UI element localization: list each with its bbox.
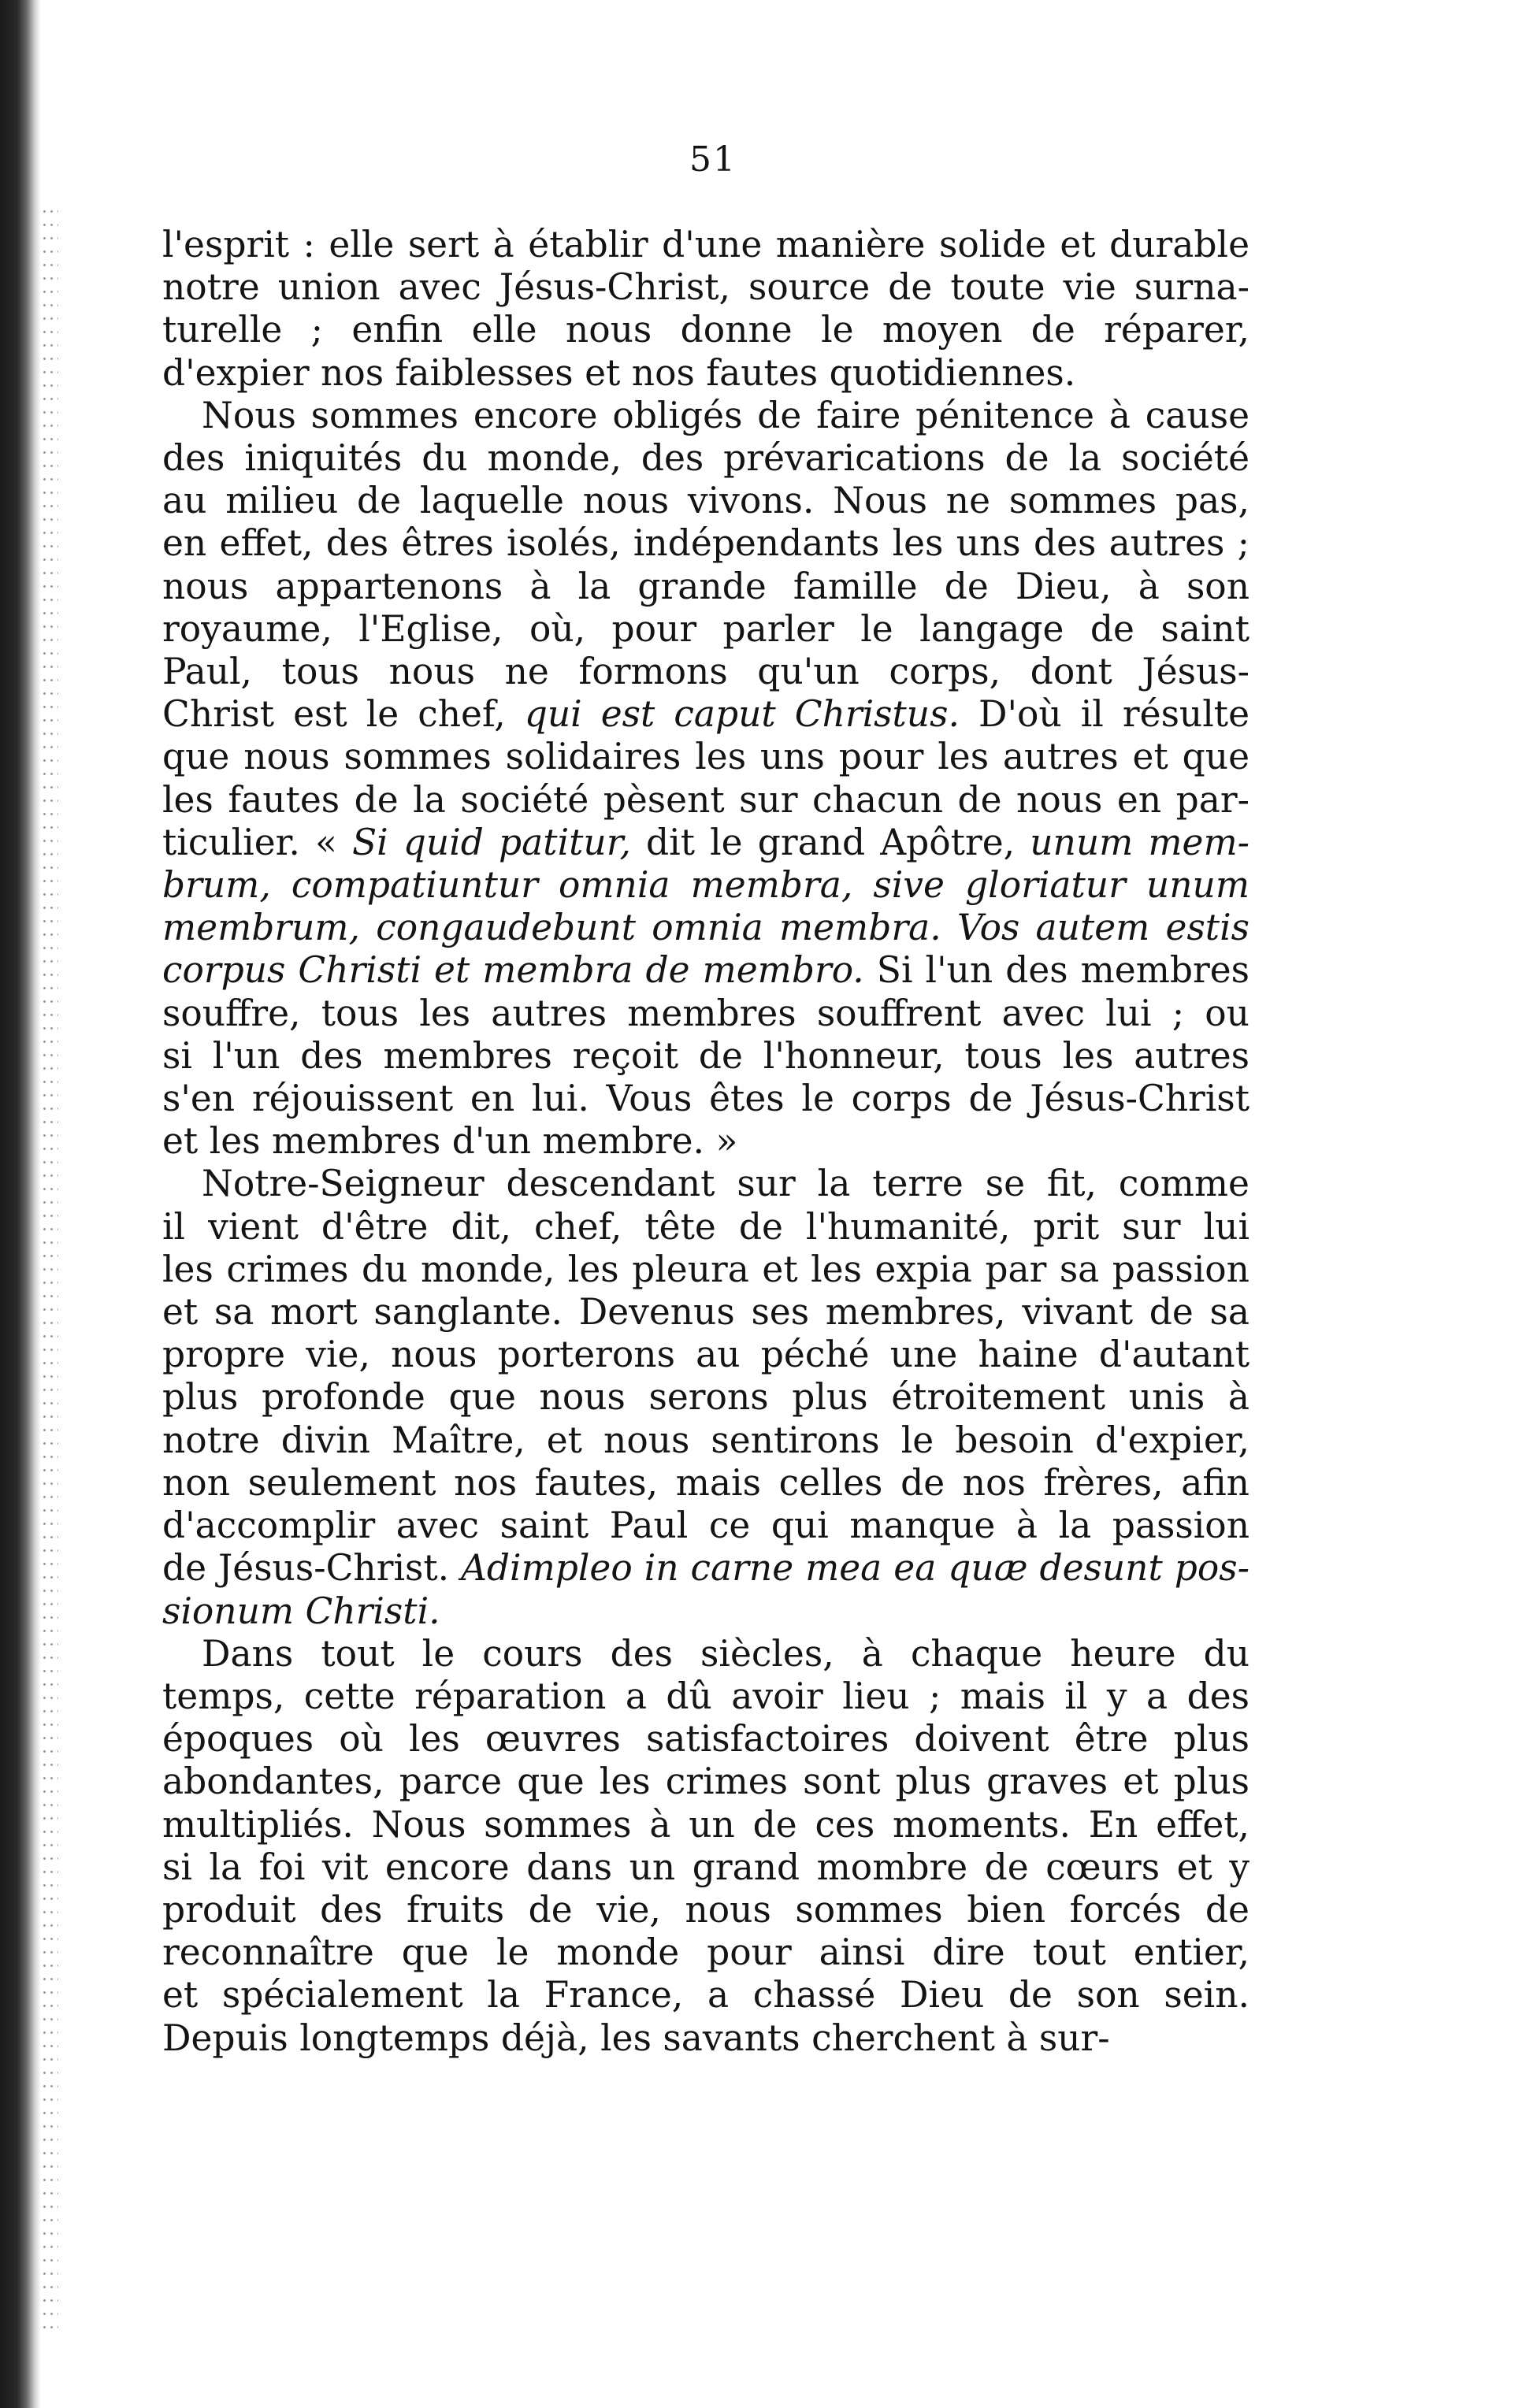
text-segment: produit des fruits de vie, nous sommes bien forcés de: [162, 1888, 1250, 1931]
text-segment: en effet, des êtres isolés, indépendants les uns des autres ;: [162, 522, 1250, 565]
text-segment: Si l'un des membres: [863, 949, 1250, 992]
text-segment: d'expier nos faiblesses et nos fautes quotidiennes.: [162, 351, 1076, 394]
text-line: [162, 949, 1250, 992]
text-line: [162, 1974, 1250, 2017]
text-segment: Depuis longtemps déjà, les savants cherchent à sur-: [162, 2017, 1110, 2059]
text-segment: D'où il résulte: [959, 693, 1250, 736]
text-line: [162, 1505, 1250, 1547]
text-line: [162, 1633, 1250, 1675]
text-segment: des iniquités du monde, des prévarications de la société: [162, 437, 1250, 480]
latin-quote-segment: Adimpleo in carne mea ea quæ desunt pos-: [461, 1547, 1250, 1590]
text-line: [162, 822, 1250, 864]
text-segment: les fautes de la société pèsent sur chacun de nous en par-: [162, 778, 1250, 821]
text-line: [162, 608, 1250, 651]
text-segment: Dans tout le cours des siècles, à chaque heure du: [202, 1632, 1250, 1675]
text-line: [162, 651, 1250, 693]
text-line: [162, 1120, 1250, 1163]
text-line: [162, 2017, 1250, 2060]
paragraph: [162, 1163, 1250, 1632]
text-line: [162, 736, 1250, 778]
text-segment: Nous sommes encore obligés de faire pénitence à cause: [202, 394, 1250, 436]
text-line: [162, 309, 1250, 351]
text-line: [162, 224, 1250, 266]
latin-quote-segment: brum, compatiuntur omnia membra, sive gloriatur unum: [162, 864, 1250, 907]
latin-quote-segment: unum mem-: [1030, 821, 1250, 863]
text-segment: multipliés. Nous sommes à un de ces moments. En effet,: [162, 1803, 1250, 1846]
text-line: [162, 437, 1250, 480]
text-line: [162, 395, 1250, 437]
text-line: [162, 779, 1250, 822]
text-segment: au milieu de laquelle nous vivons. Nous ne sommes pas,: [162, 480, 1250, 522]
text-segment: Paul, tous nous ne formons qu'un corps, dont Jésus-: [162, 651, 1250, 693]
text-segment: nous appartenons à la grande famille de Dieu, à son: [162, 565, 1250, 607]
text-segment: si l'un des membres reçoit de l'honneur, tous les autres: [162, 1034, 1250, 1077]
text-segment: et sa mort sanglante. Devenus ses membres, vivant de sa: [162, 1291, 1250, 1334]
paragraph: [162, 224, 1250, 395]
text-segment: notre divin Maître, et nous sentirons le besoin d'expier,: [162, 1419, 1250, 1461]
text-line: [162, 1163, 1250, 1205]
text-segment: reconnaître que le monde pour ainsi dire tout entier,: [162, 1931, 1250, 1974]
text-line: [162, 1547, 1250, 1590]
text-segment: les crimes du monde, les pleura et les expia par sa passion: [162, 1248, 1250, 1290]
text-segment: ticulier. «: [162, 821, 352, 863]
latin-quote-segment: Si quid patitur,: [351, 821, 631, 863]
text-line: [162, 1334, 1250, 1376]
text-line: [162, 1376, 1250, 1419]
text-line: [162, 1931, 1250, 1974]
text-line: [162, 1675, 1250, 1718]
text-line: [162, 1889, 1250, 1931]
text-segment: que nous sommes solidaires les uns pour les autres et que: [162, 736, 1250, 778]
text-line: [162, 566, 1250, 608]
text-line: [162, 693, 1250, 736]
text-line: [162, 1249, 1250, 1291]
text-line: [162, 1804, 1250, 1846]
text-segment: abondantes, parce que les crimes sont plus graves et plus: [162, 1761, 1250, 1803]
latin-quote-segment: corpus Christi et membra de membro.: [162, 949, 864, 992]
text-line: [162, 1035, 1250, 1078]
text-segment: Notre-Seigneur descendant sur la terre se fit, comme: [202, 1163, 1250, 1205]
text-segment: l'esprit : elle sert à établir d'une manière solide et durable: [162, 224, 1250, 265]
book-binding-edge: [0, 0, 41, 2408]
text-line: [162, 480, 1250, 522]
text-segment: royaume, l'Eglise, où, pour parler le langage de saint: [162, 607, 1250, 650]
text-line: [162, 266, 1250, 309]
text-line: [162, 1846, 1250, 1889]
text-segment: d'accomplir avec saint Paul ce qui manque à la passion: [162, 1505, 1250, 1547]
text-line: [162, 1419, 1250, 1462]
latin-quote-segment: sionum Christi.: [162, 1590, 440, 1632]
text-line: [162, 993, 1250, 1035]
body-text: [162, 224, 1250, 2060]
text-line: [162, 1590, 1250, 1633]
text-line: [162, 352, 1250, 395]
text-segment: époques où les œuvres satisfactoires doivent être plus: [162, 1718, 1250, 1761]
text-segment: et spécialement la France, a chassé Dieu de son sein.: [162, 1974, 1250, 2017]
latin-quote-segment: membrum, congaudebunt omnia membra. Vos autem estis: [162, 907, 1250, 949]
text-segment: si la foi vit encore dans un grand mombre de cœurs et y: [162, 1846, 1250, 1888]
text-segment: turelle ; enfin elle nous donne le moyen de réparer,: [162, 309, 1250, 351]
paragraph: [162, 1633, 1250, 2060]
latin-quote-segment: qui est caput Christus.: [524, 693, 960, 736]
text-line: [162, 1078, 1250, 1120]
text-segment: non seulement nos fautes, mais celles de nos frères, afin: [162, 1461, 1250, 1504]
text-segment: de Jésus-Christ.: [162, 1547, 462, 1590]
text-segment: dit le grand Apôtre,: [630, 821, 1030, 863]
text-segment: et les membres d'un membre. »: [162, 1120, 738, 1163]
text-segment: souffre, tous les autres membres souffrent avec lui ; ou: [162, 992, 1250, 1034]
text-line: [162, 1462, 1250, 1505]
text-line: [162, 864, 1250, 907]
text-line: [162, 1718, 1250, 1761]
text-segment: Christ est le chef,: [162, 693, 525, 736]
text-line: [162, 522, 1250, 565]
text-segment: il vient d'être dit, chef, tête de l'humanité, prit sur lui: [162, 1205, 1250, 1248]
page-number: 51: [689, 139, 737, 180]
text-line: [162, 1206, 1250, 1249]
text-segment: plus profonde que nous serons plus étroitement unis à: [162, 1376, 1250, 1419]
text-line: [162, 907, 1250, 949]
scan-binding-noise: [41, 205, 58, 2332]
text-segment: s'en réjouissent en lui. Vous êtes le corps de Jésus-Christ: [162, 1078, 1250, 1120]
text-segment: temps, cette réparation a dû avoir lieu ; mais il y a des: [162, 1675, 1250, 1717]
text-segment: notre union avec Jésus-Christ, source de toute vie surna-: [162, 266, 1250, 309]
text-segment: propre vie, nous porterons au péché une haine d'autant: [162, 1334, 1250, 1376]
text-line: [162, 1761, 1250, 1803]
text-line: [162, 1291, 1250, 1334]
paragraph: [162, 395, 1250, 1163]
